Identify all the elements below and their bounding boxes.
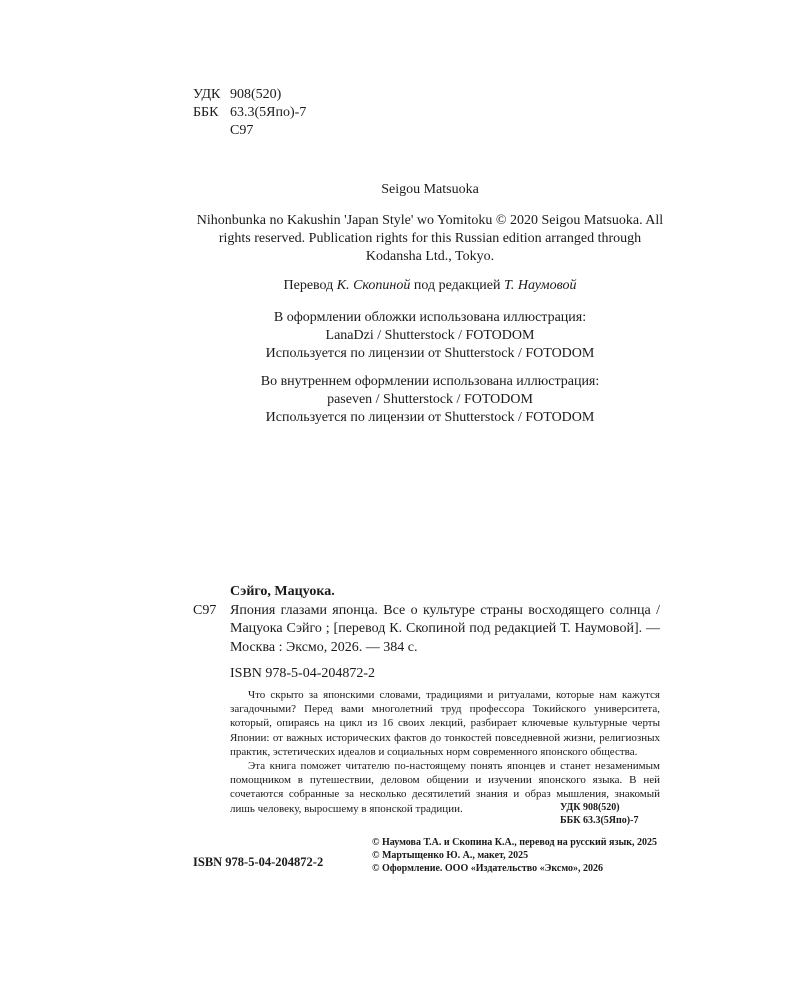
author-mark-row (193, 122, 306, 140)
udk-row (193, 86, 306, 104)
annotation-paragraph-1: Что скрыто за японскими словами, традициями и ритуалами, которые нам кажутся загадочными? Перед вами многолетний труд профессора Токийского университета, который, опираясь на цикл из 16 своих лекций, разбирает ключевые культурные черты Японии: от важных исторических фактов до тонкостей повседневной жизни, религиозных практик, эстетических идеалов и социальных норм современного японского общества. (230, 689, 660, 758)
cover-illustration-line3: Используется по лицензии от Shutterstock / FOTODOM (265, 346, 595, 361)
translator-name: К. Скопиной (336, 278, 411, 293)
biblio-description: Япония глазами японца. Все о культуре страны восходящего солнца / Мацуока Сэйго ; [перевод К. Скопиной под редакцией Т. Наумовой]. — Москва : Эксмо, 2026. — 384 с. (230, 602, 660, 655)
author-romaji: Seigou Matsuoka (381, 182, 479, 197)
bbk-label: ББК (193, 105, 219, 120)
editor-name: Т. Наумовой (503, 278, 577, 293)
udk-label: УДК (193, 87, 221, 102)
cover-illustration-line1: В оформлении обложки использована иллюстрация: (273, 310, 587, 325)
right-bbk: ББК 63.3(5Япо)-7 (560, 815, 639, 826)
right-classification-codes (560, 801, 666, 827)
biblio-call-number: С97 (193, 602, 217, 618)
annotation-paragraph-2: Эта книга поможет читателю по-настоящему понять японцев и станет незаменимым помощником в путешествии, деловом общении и изучении японского языка. В ней сочетаются собранные за несколько десятилетий знания и образ мышления, знакомый лишь человеку, выросшему в японской традиции. (230, 760, 660, 815)
inner-illustration-line1: Во внутреннем оформлении использована иллюстрация: (260, 374, 600, 389)
original-copyright-block (190, 212, 670, 266)
biblio-isbn: ISBN 978-5-04-204872-2 (230, 666, 376, 681)
biblio-author: Сэйго, Мацуока. (230, 584, 335, 599)
footer-copyrights (372, 836, 657, 875)
author-romaji-block (150, 181, 710, 199)
original-copyright: Nihonbunka no Kakushin 'Japan Style' wo Yomitoku © 2020 Seigou Matsuoka. All rights reserved. Publication rights for this Russian edition arranged through Kodansha Ltd., Tokyo. (196, 213, 664, 264)
translation-prefix: Перевод (283, 278, 337, 293)
cover-illustration-credit (150, 309, 710, 363)
copyright-translation: © Наумова Т.А. и Скопина К.А., перевод на русский язык, 2025 (372, 837, 658, 848)
translation-middle: под редакцией (410, 278, 504, 293)
bbk-row (193, 104, 306, 122)
inner-illustration-line2: paseven / Shutterstock / FOTODOM (327, 392, 533, 407)
inner-illustration-credit (150, 373, 710, 427)
right-udk: УДК 908(520) (560, 802, 620, 813)
annotation (230, 688, 660, 816)
cover-illustration-line2: LanaDzi / Shutterstock / FOTODOM (325, 328, 535, 343)
bibliographic-record (193, 583, 660, 684)
copyright-design: © Оформление. ООО «Издательство «Эксмо», 2026 (372, 863, 603, 874)
udk-value: 908(520) (230, 87, 282, 102)
biblio-description-row (193, 602, 660, 658)
copyright-layout: © Мартыщенко Ю. А., макет, 2025 (372, 850, 529, 861)
bbk-value: 63.3(5Япо)-7 (230, 105, 307, 120)
footer-isbn: ISBN 978-5-04-204872-2 (193, 855, 324, 869)
biblio-author-row (193, 583, 660, 602)
inner-illustration-line3: Используется по лицензии от Shutterstock / FOTODOM (265, 410, 595, 425)
translation-credit (150, 277, 710, 295)
author-mark: С97 (230, 123, 254, 138)
classification-codes (193, 86, 306, 140)
